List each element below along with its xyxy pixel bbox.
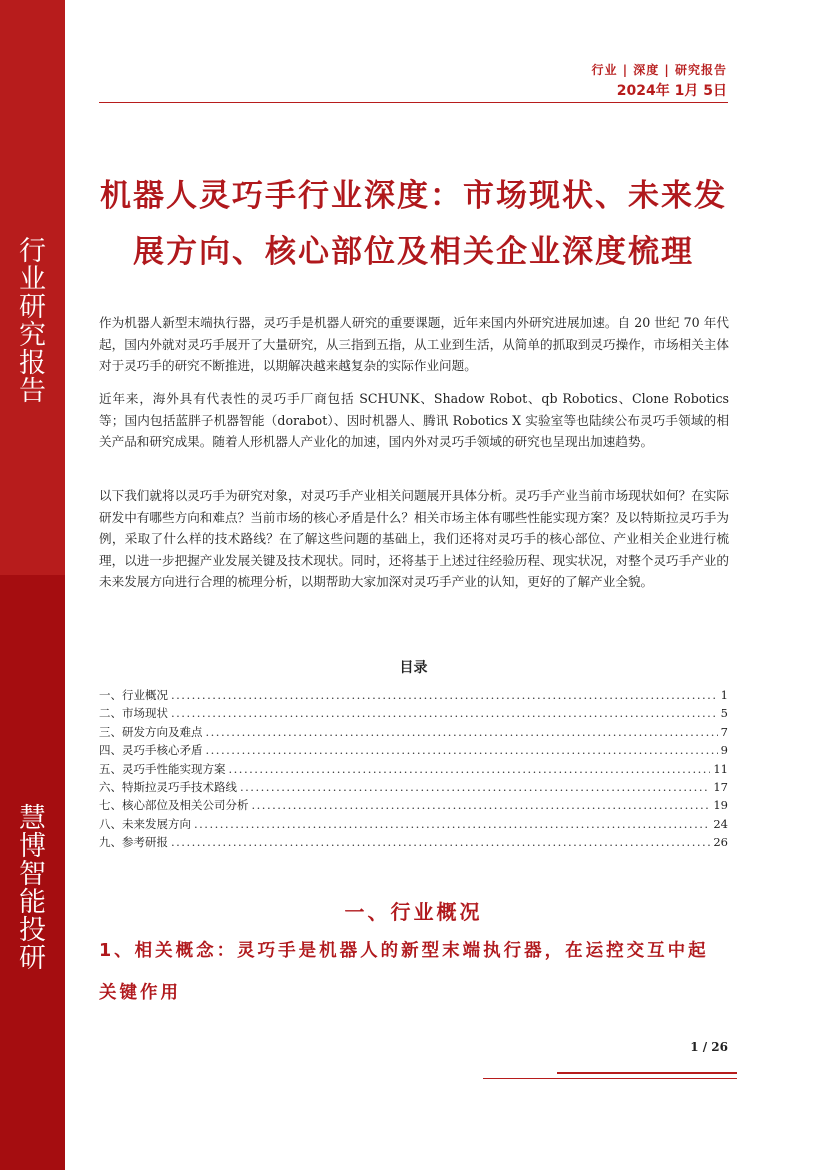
sidebar-char: 究: [19, 320, 46, 351]
toc-leader: [252, 796, 711, 814]
page-number: 1 / 26: [690, 1040, 728, 1054]
report-date: 2024年 1月 5日: [616, 83, 727, 99]
title-line-2: 展方向、核心部位及相关企业深度梳理: [133, 234, 694, 270]
toc-item[interactable]: [99, 723, 728, 741]
footer-divider-thin: [483, 1078, 737, 1079]
sidebar-char: 报: [19, 348, 46, 379]
toc-item-label: 六、特斯拉灵巧手技术路线: [99, 779, 237, 794]
title-line-1: 机器人灵巧手行业深度：市场现状、未来发: [100, 178, 727, 214]
sidebar-char: 投: [19, 915, 46, 946]
toc-item-label: 三、研发方向及难点: [99, 724, 203, 739]
toc-item-page: 7: [720, 724, 728, 739]
toc-item[interactable]: [99, 686, 728, 704]
section-heading: 一、行业概况: [344, 900, 483, 924]
toc-item-label: 一、行业概况: [99, 688, 168, 702]
toc-leader: [194, 815, 710, 833]
intro-paragraph-3: 以下我们就将以灵巧手为研究对象，对灵巧手产业相关问题展开具体分析。灵巧手产业当前市场现状如何？在实际研发中有哪些方向和难点？当前市场的核心矛盾是什么？相关市场主体有哪些性能实现方案？及以特斯拉灵巧手为例，采取了什么样的技术路线？在了解这些问题的基础上，我们还将对灵巧手的核心部位、产业相关企业进行梳理，以进一步把握产业发展关键及技术现状。同时，还将基于上述过往经验历程、现实状况，对整个灵巧手产业的未来发展方向进行合理的梳理分析，以期帮助大家加深对灵巧手产业的认知，更好的了解产业全貌。: [99, 488, 729, 589]
toc-leader: [171, 704, 718, 722]
sidebar-label-report-type: [0, 238, 65, 406]
toc-leader: [171, 686, 718, 704]
sidebar-char: 研: [19, 943, 46, 974]
toc-item-page: 1: [720, 688, 728, 702]
toc-item-label: 七、核心部位及相关公司分析: [99, 798, 249, 813]
toc-item-page: 19: [713, 798, 728, 813]
toc-item[interactable]: [99, 815, 728, 833]
footer-divider-thick: [557, 1072, 737, 1074]
toc-leader: [206, 723, 718, 741]
toc-item-page: 5: [720, 706, 728, 721]
header-divider: [99, 102, 728, 103]
toc-item[interactable]: [99, 741, 728, 759]
sidebar-char: 慧: [19, 803, 46, 834]
toc-item-page: 26: [713, 835, 728, 850]
toc-heading: 目录: [399, 660, 428, 676]
sidebar-char: 智: [19, 859, 46, 890]
intro-paragraph-2: 近年来，海外具有代表性的灵巧手厂商包括 SCHUNK、Shadow Robot、qb Robotics、Clone Robotics 等；国内包括蓝胖子机器智能（dorabot）、因时机器人、腾讯 Robotics X 实验室等也陆续公布灵巧手领域的相关产品和研究成果。随着人形机器人产业化的加速，国内外对灵巧手领域的研究也呈现出加速趋势。: [99, 391, 729, 449]
toc-item[interactable]: [99, 778, 728, 796]
toc-item-page: 9: [720, 743, 728, 758]
toc-item[interactable]: [99, 796, 728, 814]
toc-item-label: 五、灵巧手性能实现方案: [99, 761, 226, 776]
toc-item[interactable]: [99, 760, 728, 778]
subsection-heading: 1、相关概念：灵巧手是机器人的新型末端执行器，在运控交互中起关键作用: [99, 941, 709, 1003]
toc-item-label: 九、参考研报: [99, 835, 168, 850]
toc-item-page: 11: [713, 761, 728, 776]
sidebar-char: 能: [19, 887, 46, 918]
toc-item-page: 17: [713, 779, 728, 794]
page-title: [99, 168, 728, 280]
sidebar-char: 研: [19, 292, 46, 323]
sidebar-char: 博: [19, 831, 46, 862]
toc-item[interactable]: [99, 833, 728, 851]
intro-paragraph-1: 作为机器人新型末端执行器，灵巧手是机器人研究的重要课题，近年来国内外研究进展加速。自 20 世纪 70 年代起，国内外就对灵巧手展开了大量研究，从三指到五指，从工业到生活，从简单的抓取到灵巧操作，市场相关主体对于灵巧手的研究不断推进，以期解决越来越复杂的实际作业问题。: [99, 315, 729, 373]
toc-leader: [171, 833, 710, 851]
sidebar-label-brand: [0, 805, 65, 973]
toc-item-page: 24: [713, 816, 728, 831]
sidebar-char: 业: [19, 264, 46, 295]
toc-item-label: 八、未来发展方向: [99, 816, 191, 831]
sidebar-char: 告: [19, 376, 46, 407]
toc-item-label: 四、灵巧手核心矛盾: [99, 743, 203, 758]
toc-leader: [206, 741, 718, 759]
toc-item-label: 二、市场现状: [99, 706, 168, 721]
table-of-contents: [99, 686, 728, 852]
toc-leader: [240, 778, 710, 796]
sidebar-char: 行: [19, 236, 46, 267]
toc-leader: [229, 760, 711, 778]
report-category-tag: 行业 | 深度 | 研究报告: [591, 63, 727, 77]
toc-item[interactable]: [99, 704, 728, 722]
